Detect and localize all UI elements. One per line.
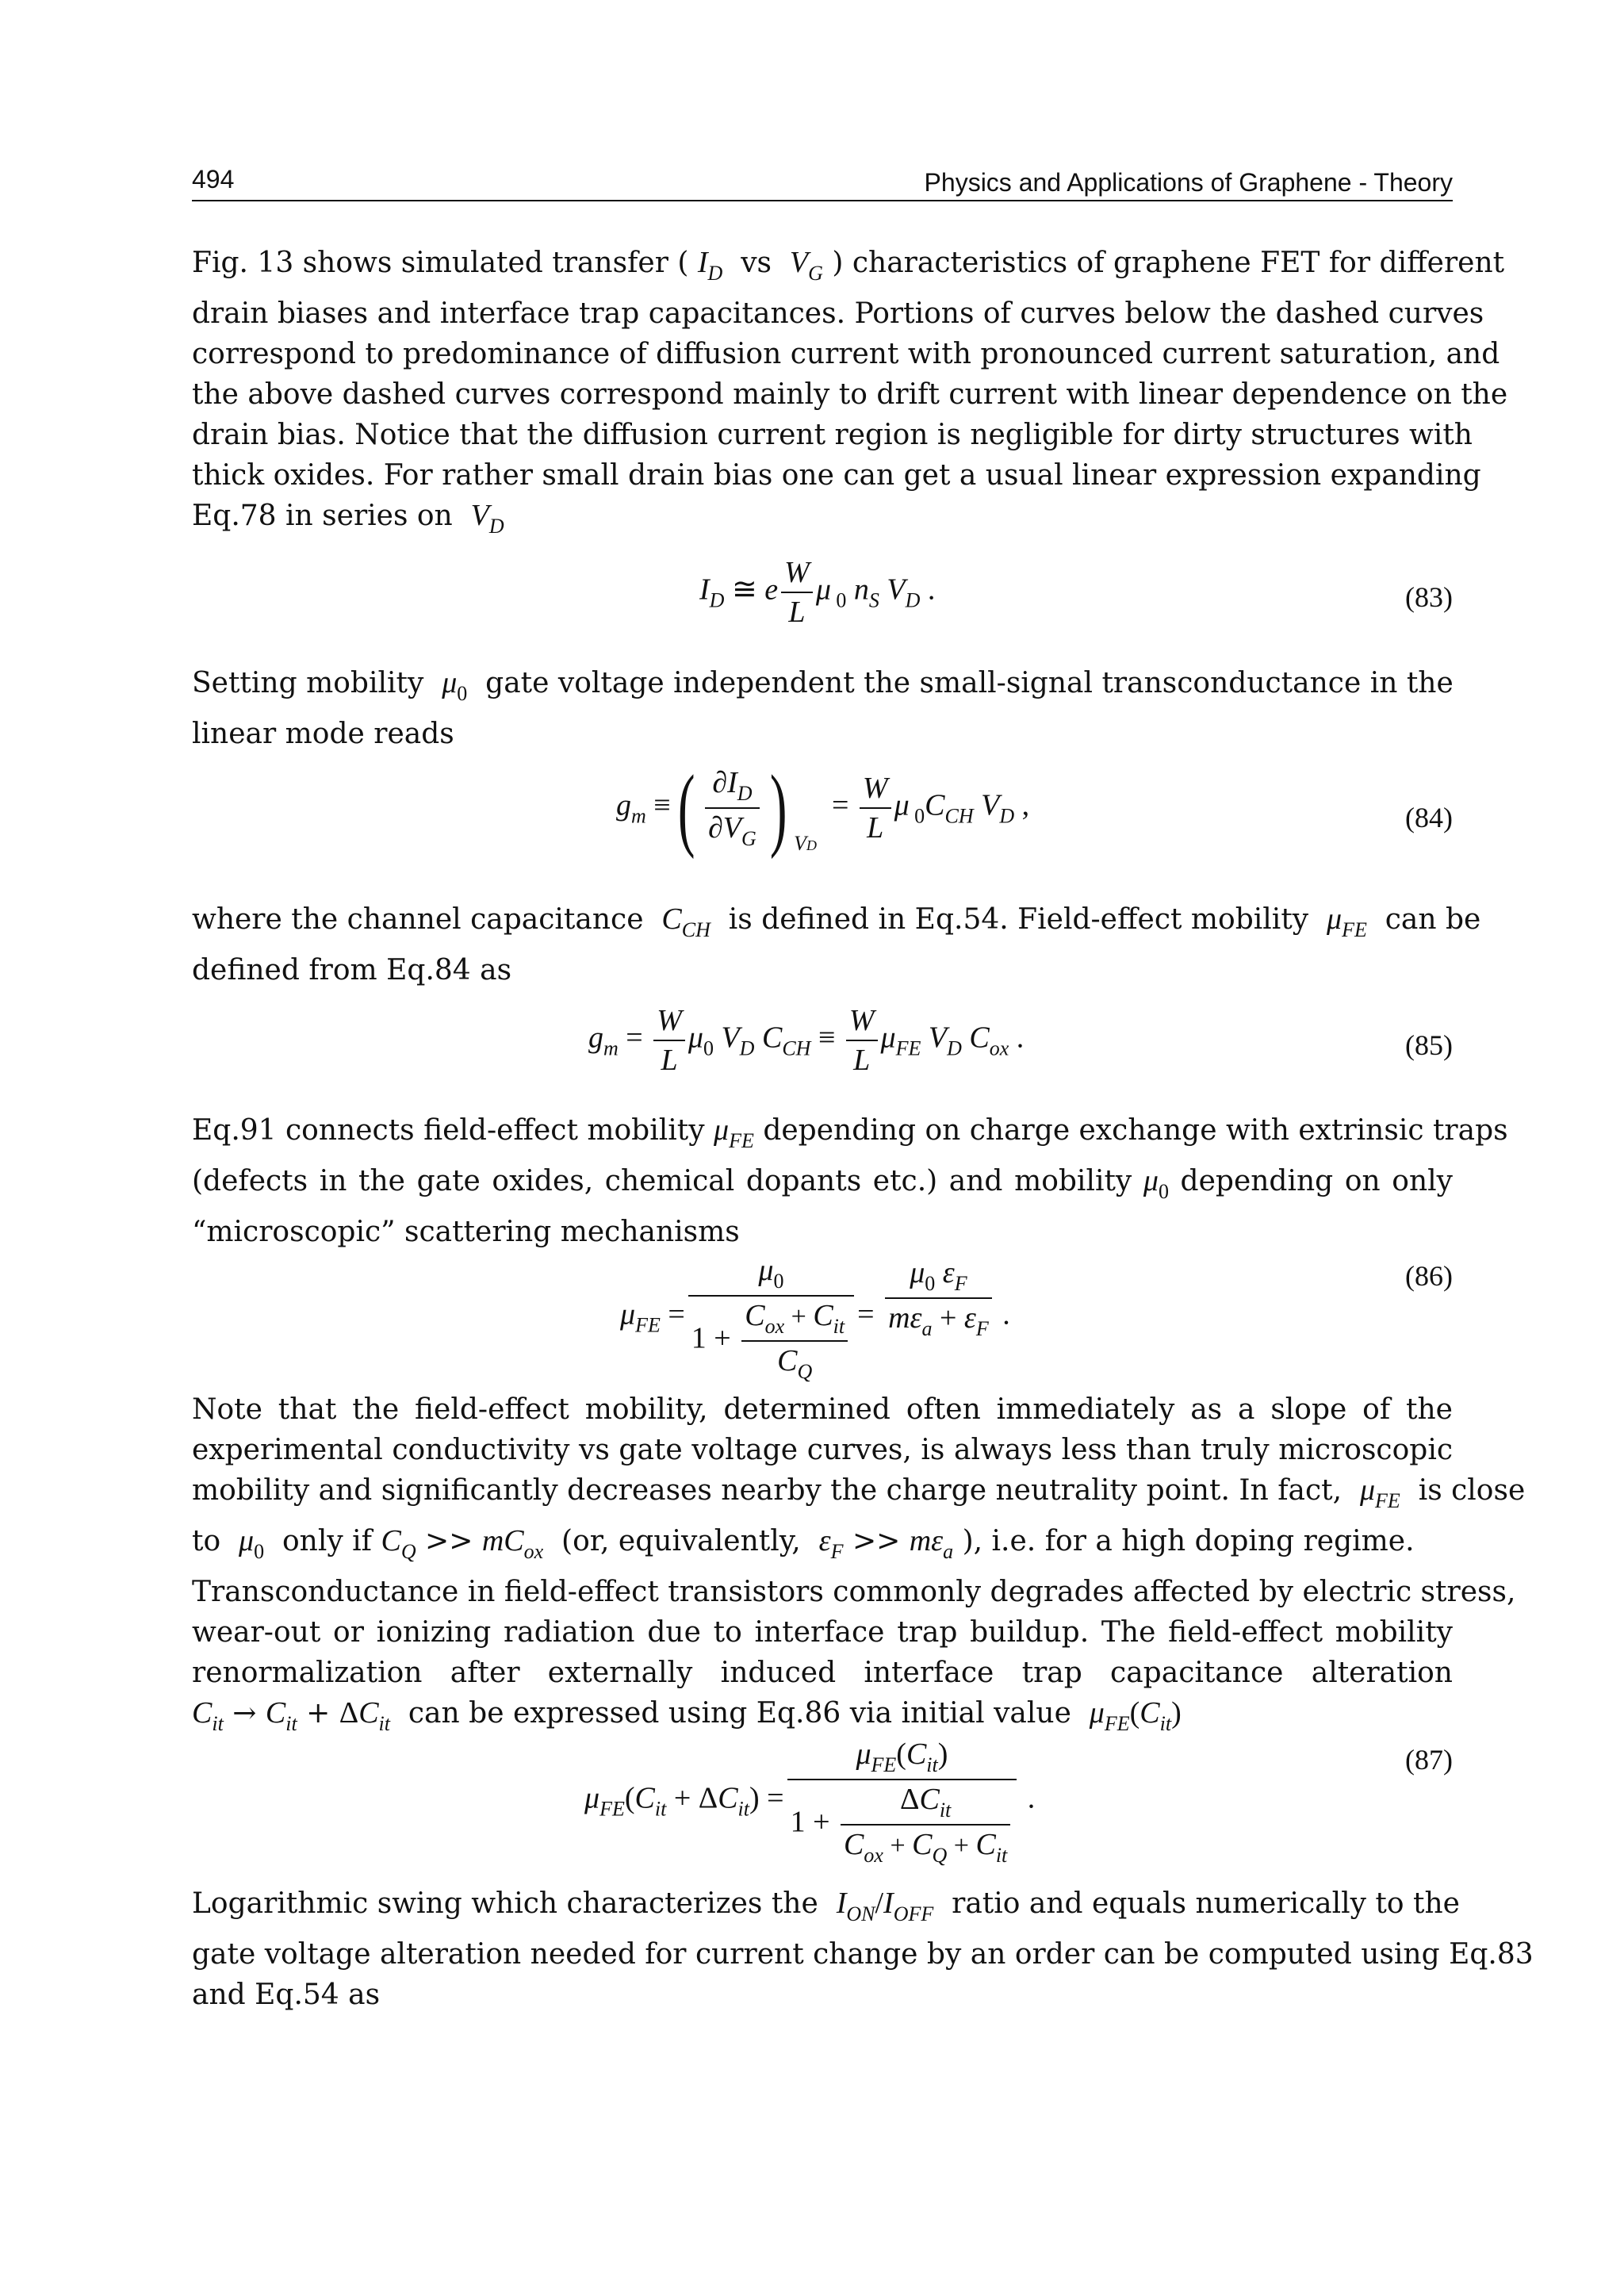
paragraph-fig13 xyxy=(192,243,1508,546)
equation-body: $g_m$ ≡( $\frac{\partial I_D}{\partial V_G}$ ) $_{VD}$ = $\frac{W}{L}$ μ $_0C_{CH}$ $V_D$ , xyxy=(616,756,1030,860)
equation-83 xyxy=(192,555,1453,642)
equation-85 xyxy=(192,1003,1453,1090)
text-line: mobility and significantly decreases nearby the charge neutrality point. In fact, $\mu_{FE}$ is close xyxy=(192,1473,1526,1512)
text-line: drain bias. Notice that the diffusion current region is negligible for dirty structures with xyxy=(192,419,1473,451)
text-line: Logarithmic swing which characterizes the $I_{ON}/I_{OFF}$ ratio and equals numerically to the xyxy=(192,1887,1460,1925)
text-line: “microscopic” scattering mechanisms xyxy=(192,1216,740,1248)
text-line: drain biases and interface trap capacitances. Portions of curves below the dashed curves xyxy=(192,297,1484,330)
text-line: experimental conductivity vs gate voltage curves, is always less than truly microscopic xyxy=(192,1434,1453,1466)
text-line: thick oxides. For rather small drain bias one can get a usual linear expression expanding xyxy=(192,459,1481,492)
text-line: Eq.78 in series on $V_D$ xyxy=(192,499,504,538)
equation-number: (83) xyxy=(1405,581,1453,613)
equation-body: $\mu_{FE}(C_{it} + \Delta C_{it})$ = $\mu_{FE}(C_{it})$ 1 + $\frac{\Delta C_{it}}{C_{ox} + C_Q + C_{it}}$ . xyxy=(584,1737,1036,1867)
text-line: and Eq.54 as xyxy=(192,1979,381,2011)
text-line: defined from Eq.84 as xyxy=(192,954,512,987)
equation-86 xyxy=(192,1253,1453,1383)
text-line: Transconductance in field-effect transistors commonly degrades affected by electric stress, xyxy=(192,1576,1516,1608)
text-line: (defects in the gate oxides, chemical dopants etc.) and mobility $\mu_0$ depending on only xyxy=(192,1164,1453,1203)
paragraph-eq91 xyxy=(192,1110,1508,1252)
paragraph-channel-capacitance xyxy=(192,899,1481,990)
text-line: the above dashed curves correspond mainly to drift current with linear dependence on the xyxy=(192,378,1508,411)
text-line: wear-out or ionizing radiation due to interface trap buildup. The field-effect mobility xyxy=(192,1616,1453,1649)
equation-number: (87) xyxy=(1405,1744,1453,1776)
text-line: gate voltage alteration needed for current change by an order can be computed using Eq.83 xyxy=(192,1938,1534,1971)
text-line: Eq.91 connects field-effect mobility $\mu_{FE}$ depending on charge exchange with extrinsic traps xyxy=(192,1113,1508,1152)
text-line: where the channel capacitance $C_{CH}$ is defined in Eq.54. Field-effect mobility $\mu_{FE}$ can be xyxy=(192,902,1481,941)
equation-number: (86) xyxy=(1405,1260,1453,1292)
text-line: renormalization after externally induced interface trap capacitance alteration xyxy=(192,1657,1453,1689)
paragraph-transconductance xyxy=(192,663,1453,754)
equation-body: $\mu_{FE}$ = $\mu_0$ 1 + $\frac{C_{ox} + C_{it}}{C_Q}$ = $\frac{\mu_0 \varepsilon_F}{m\varepsilon_a + \varepsilon_F}$ . xyxy=(620,1254,1010,1383)
paragraph-field-effect-mobility xyxy=(192,1389,1526,1744)
text-line: to $\mu_0$ only if $C_Q >> mC_{ox}$ (or, equivalently, $\varepsilon_F >> m\varepsilon_a$ ), i.e. for a high doping regime. xyxy=(192,1524,1415,1563)
equation-number: (84) xyxy=(1405,802,1453,833)
equation-body: $I_D$ ≅ e $\frac{W}{L}$ μ $_0$ $n_S$ $V_D$ . xyxy=(699,556,936,629)
paragraph-logarithmic-swing xyxy=(192,1883,1534,2015)
text-line: linear mode reads xyxy=(192,718,454,750)
text-line: $C_{it} \to C_{it} + \Delta C_{it}$ can be expressed using Eq.86 via initial value $\mu_{FE}(C_{it})$ xyxy=(192,1696,1182,1735)
equation-87 xyxy=(192,1737,1453,1871)
text-line: Note that the field-effect mobility, determined often immediately as a slope of the xyxy=(192,1393,1453,1426)
text-line: correspond to predominance of diffusion current with pronounced current saturation, and xyxy=(192,338,1500,370)
equation-body: $g_m$ = $\frac{W}{L}$ $\mu_0$ $V_D$ $C_{CH}$ ≡ $\frac{W}{L}$ $\mu_{FE}$ $V_D$ $C_{ox}$ . xyxy=(588,1004,1025,1077)
equation-number: (85) xyxy=(1405,1029,1453,1061)
text-line: Setting mobility $\mu_0$ gate voltage independent the small-signal transconductance in the xyxy=(192,666,1454,705)
running-header xyxy=(192,162,1453,201)
text-line: Fig. 13 shows simulated transfer ( $I_D$ vs $V_G$ ) characteristics of graphene FET for different xyxy=(192,246,1505,285)
equation-84 xyxy=(192,756,1453,880)
running-title: Physics and Applications of Graphene - Theory xyxy=(924,168,1453,197)
page-number: 494 xyxy=(192,165,235,193)
